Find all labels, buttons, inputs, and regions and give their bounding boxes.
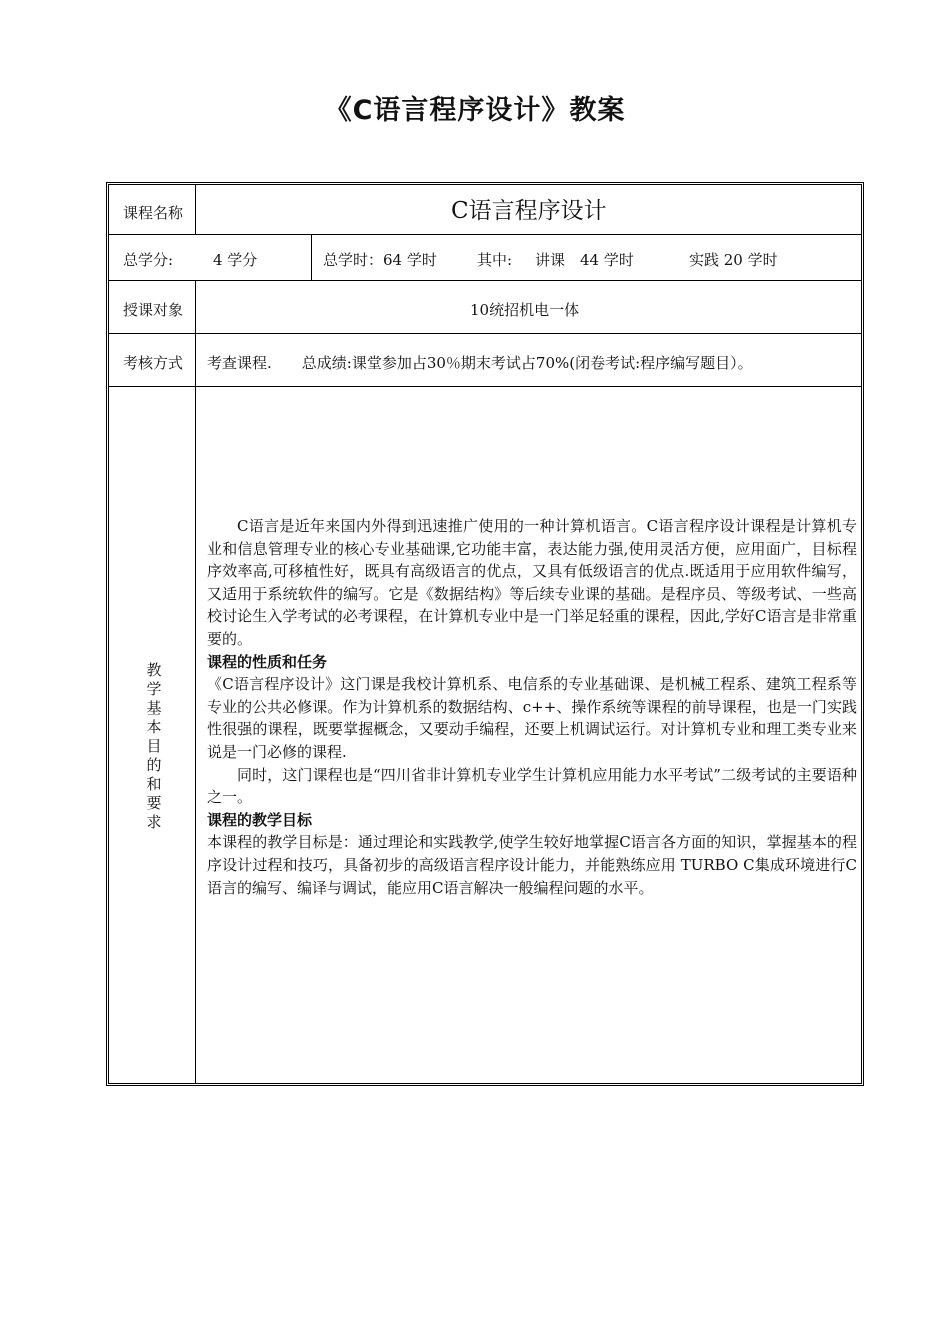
- nature-paragraph: 《C语言程序设计》这门课是我校计算机系、电信系的专业基础课、是机械工程系、建筑工程系等专业的公共必修课。作为计算机系的数据结构、c++、操作系统等课程的前导课程，也是一门实践性很强的课程，既要掌握概念，又要动手编程，还要上机调试运行。对计算机专业和理工类专业来说是一门必修的课程.: [207, 675, 857, 761]
- practice-hours: 实践 20 学时: [689, 251, 778, 269]
- objectives-content: [207, 515, 857, 899]
- exam-paragraph: 同时，这门课程也是“四川省非计算机专业学生计算机应用能力水平考试”二级考试的主要语种之一。: [207, 765, 857, 807]
- goal-paragraph: 本课程的教学目标是：通过理论和实践教学,使学生较好地掌握C语言各方面的知识，掌握基本的程序设计过程和技巧，具备初步的高级语言程序设计能力，并能熟练应用 TURBO C集成环境进行C语言的编写、编译与调试，能应用C语言解决一般编程问题的水平。: [207, 833, 857, 897]
- row-divider: [109, 234, 861, 235]
- document-title: 《C语言程序设计》教案: [324, 95, 626, 126]
- assessment-value: 考查课程. 总成绩:课堂参加占30％期末考试占70%(闭卷考试:程序编写题目）。: [207, 354, 753, 372]
- objectives-label: 教学基本目的和要求: [146, 661, 162, 831]
- nature-heading: 课程的性质和任务: [207, 652, 328, 671]
- row-divider: [109, 386, 861, 387]
- lesson-plan-table: [106, 182, 864, 1086]
- audience-value: 10统招机电一体: [470, 301, 580, 319]
- row-divider: [109, 333, 861, 334]
- column-divider: [195, 280, 196, 1083]
- goal-heading: 课程的教学目标: [207, 810, 313, 829]
- course-name-value: C语言程序设计: [451, 198, 607, 224]
- among-label: 其中:: [477, 251, 513, 269]
- audience-label: 授课对象: [123, 301, 184, 319]
- credits-label: 总学分:: [123, 251, 174, 269]
- total-hours: 总学时：64 学时: [323, 251, 437, 269]
- column-divider: [195, 185, 196, 234]
- assessment-label: 考核方式: [123, 354, 184, 372]
- lecture-hours: 讲课 44 学时: [535, 251, 634, 269]
- row-divider: [109, 280, 861, 281]
- column-divider: [311, 234, 312, 280]
- course-name-label: 课程名称: [123, 204, 184, 222]
- intro-paragraph: C语言是近年来国内外得到迅速推广使用的一种计算机语言。C语言程序设计课程是计算机专业和信息管理专业的核心专业基础课,它功能丰富，表达能力强,使用灵活方便，应用面广，目标程序效率高,可移植性好，既具有高级语言的优点，又具有低级语言的优点.既适用于应用软件编写，又适用于系统软件的编写。它是《数据结构》等后续专业课的基础。是程序员、等级考试、一些高校讨论生入学考试的必考课程，在计算机专业中是一门举足轻重的课程，因此,学好C语言是非常重要的。: [207, 517, 857, 648]
- credits-value: 4 学分: [213, 251, 258, 269]
